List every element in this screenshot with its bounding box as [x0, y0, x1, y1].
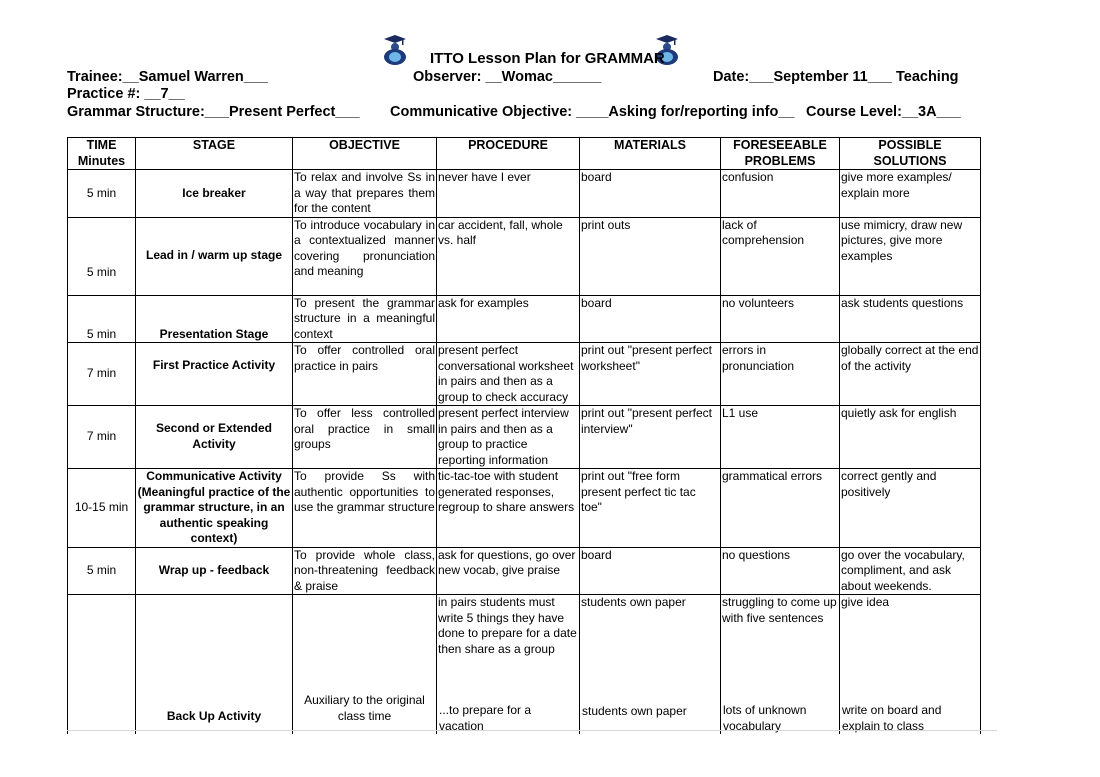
- problems-cell: lack of comprehension: [721, 217, 840, 295]
- time-cell: 7 min: [68, 343, 136, 406]
- objective-cell: To present the grammar structure in a meaningful context: [294, 295, 435, 341]
- table-row: [68, 295, 981, 343]
- solutions-cell: quietly ask for english: [840, 406, 981, 469]
- stage-cell: Communicative Activity (Meaningful practice of the grammar structure, in an authentic speaking context): [136, 469, 293, 548]
- procedure-cell: present perfect interview in pairs and then as a group to practice reporting information: [437, 406, 580, 469]
- procedure-cell: never have I ever: [437, 170, 580, 218]
- stage-cell: Second or Extended Activity: [136, 406, 293, 469]
- problems-cell: grammatical errors: [721, 469, 840, 548]
- table-row: [68, 406, 981, 469]
- materials-text-a: students own paper: [581, 595, 686, 609]
- solutions-text-a: give idea: [841, 595, 890, 609]
- time-cell: [68, 595, 136, 735]
- table-header-row: [68, 138, 981, 170]
- stage-cell: Ice breaker: [136, 170, 293, 218]
- stage-cell: Presentation Stage: [136, 295, 293, 343]
- stage-cell: First Practice Activity: [136, 343, 293, 406]
- procedure-cell: present perfect conversational worksheet in pairs and then as a group to check accuracy: [437, 343, 580, 406]
- table-row: [68, 343, 981, 406]
- solutions-cell: correct gently and positively: [840, 469, 981, 548]
- materials-cell: print outs: [580, 217, 721, 295]
- trainee-field: Trainee:__Samuel Warren___: [67, 69, 268, 85]
- stage-cell: Wrap up - feedback: [136, 547, 293, 595]
- problems-cell: confusion: [721, 170, 840, 218]
- problems-text-b: lots of unknown vocabulary: [723, 703, 807, 733]
- procedure-cell: tic-tac-toe with student generated responses, regroup to share answers: [437, 469, 580, 548]
- time-cell: 5 min: [68, 547, 136, 595]
- solutions-cell: [840, 595, 981, 735]
- materials-text-b: students own paper: [582, 703, 687, 718]
- stage-cell: Lead in / warm up stage: [136, 217, 293, 295]
- table-row: [68, 217, 981, 295]
- column-header-objective: OBJECTIVE: [293, 138, 437, 170]
- document-title: ITTO Lesson Plan for GRAMMAR: [430, 50, 665, 67]
- practice-number-field: Practice #: __7__: [67, 86, 185, 102]
- column-header-solutions: POSSIBLE SOLUTIONS: [840, 138, 981, 170]
- stage-cell: Back Up Activity: [136, 595, 293, 735]
- objective-cell: To introduce vocabulary in a contextualized manner covering pronunciation and meaning: [293, 217, 437, 295]
- materials-cell: print out "present perfect worksheet": [580, 343, 721, 406]
- column-header-stage: STAGE: [136, 138, 293, 170]
- procedure-cell: [437, 595, 580, 735]
- solutions-cell: ask students questions: [840, 295, 981, 343]
- table-row: [68, 547, 981, 595]
- column-header-procedure: PROCEDURE: [437, 138, 580, 170]
- procedure-text-a: in pairs students must write 5 things they have done to prepare for a date then share as a group: [438, 595, 577, 656]
- course-level-field: Course Level:__3A___: [806, 104, 961, 120]
- objective-cell: To offer less controlled oral practice in small groups: [293, 406, 437, 469]
- table-row: [68, 595, 981, 735]
- procedure-cell: ask for questions, go over new vocab, give praise: [437, 547, 580, 595]
- materials-cell: board: [580, 170, 721, 218]
- table-row: [68, 469, 981, 548]
- table-row: [68, 170, 981, 218]
- problems-cell: L1 use: [721, 406, 840, 469]
- time-cell: 5 min: [68, 217, 136, 295]
- column-header-time: TIME Minutes: [68, 138, 136, 170]
- time-cell: 10-15 min: [68, 469, 136, 548]
- solutions-text-b: write on board and explain to class: [842, 703, 942, 733]
- objective-cell: To offer controlled oral practice in pairs: [293, 343, 437, 406]
- materials-cell: print out "present perfect interview": [580, 406, 721, 469]
- itto-logo-left-icon: [381, 34, 409, 66]
- column-header-problems: FORESEEABLE PROBLEMS: [721, 138, 840, 170]
- time-cell: 5 min: [68, 170, 136, 218]
- problems-cell: errors in pronunciation: [721, 343, 840, 406]
- page-cut-line: [67, 730, 997, 731]
- materials-cell: [580, 595, 721, 735]
- communicative-objective-field: Communicative Objective: ____Asking for/reporting info__: [390, 104, 795, 120]
- objective-cell: Auxiliary to the original class time: [293, 595, 437, 735]
- problems-cell: no volunteers: [721, 295, 840, 343]
- procedure-text-b: ...to prepare for a vacation: [439, 703, 532, 733]
- problems-cell: [721, 595, 840, 735]
- grammar-structure-field: Grammar Structure:___Present Perfect___: [67, 104, 360, 120]
- column-header-materials: MATERIALS: [580, 138, 721, 170]
- observer-field: Observer: __Womac______: [413, 69, 602, 85]
- procedure-cell: car accident, fall, whole vs. half: [437, 217, 580, 295]
- materials-cell: board: [580, 295, 721, 343]
- materials-cell: print out "free form present perfect tic tac toe": [580, 469, 721, 548]
- procedure-cell: ask for examples: [437, 295, 580, 343]
- solutions-cell: go over the vocabulary, compliment, and ask about weekends.: [840, 547, 981, 595]
- solutions-cell: use mimicry, draw new pictures, give more examples: [840, 217, 981, 295]
- objective-cell: To relax and involve Ss in a way that prepares them for the content: [294, 170, 435, 215]
- solutions-cell: globally correct at the end of the activity: [840, 343, 981, 406]
- time-cell: 7 min: [68, 406, 136, 469]
- date-field: Date:___September 11___ Teaching: [713, 69, 959, 85]
- problems-text-a: struggling to come up with five sentences: [722, 595, 837, 625]
- objective-cell: To provide whole class, non-threatening feedback & praise: [294, 547, 435, 593]
- time-cell: 5 min: [68, 295, 136, 343]
- objective-cell: To provide Ss with authentic opportunities to use the grammar structure: [293, 469, 437, 548]
- solutions-cell: give more examples/ explain more: [840, 170, 981, 218]
- problems-cell: no questions: [721, 547, 840, 595]
- materials-cell: board: [580, 547, 721, 595]
- lesson-plan-table: [67, 137, 981, 734]
